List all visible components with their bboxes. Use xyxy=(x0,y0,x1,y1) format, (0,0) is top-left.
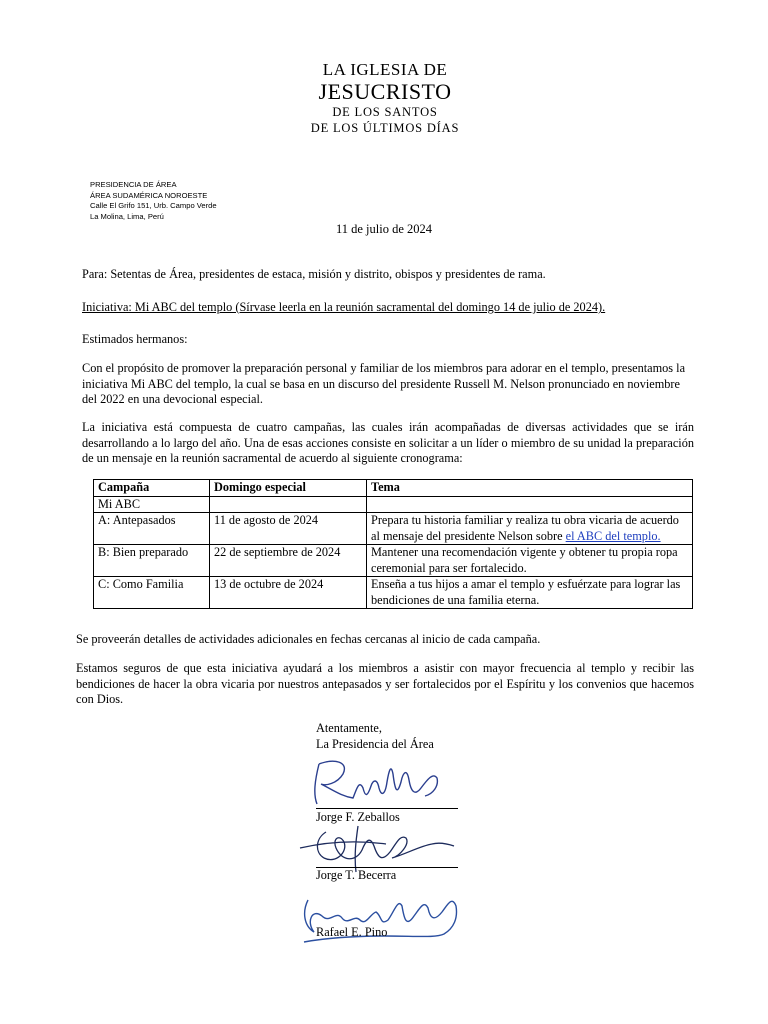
paragraph-purpose: Con el propósito de promover la preparación personal y familiar de los miembros para adorar en el templo, presentamos la iniciativa Mi ABC del templo, la cual se basa en un discurso del presidente Russell M. Nelson pronunciado en noviembre del 2022 en una devocional especial. xyxy=(82,361,686,406)
date-cell: 13 de octubre de 2024 xyxy=(210,577,367,609)
campaign-cell: B: Bien preparado xyxy=(94,545,210,577)
church-logo xyxy=(300,60,470,136)
sender-line-1: PRESIDENCIA DE ÁREA xyxy=(90,180,177,189)
signature-zeballos xyxy=(305,752,455,812)
empty-cell xyxy=(210,496,367,513)
date-cell: 22 de septiembre de 2024 xyxy=(210,545,367,577)
logo-line-4: DE LOS ÚLTIMOS DÍAS xyxy=(310,121,460,135)
table-header-row xyxy=(94,480,693,497)
letter-date: 11 de julio de 2024 xyxy=(335,222,433,236)
recipients: Para: Setentas de Área, presidentes de estaca, misión y distrito, obispos y presidentes de rama. xyxy=(82,267,546,281)
subheader-cell: Mi ABC xyxy=(94,496,210,513)
table-subheader-row xyxy=(94,496,693,513)
table-row xyxy=(94,577,693,609)
empty-cell xyxy=(367,496,693,513)
signatory-name: Rafael E. Pino xyxy=(316,925,388,939)
sender-line-4: La Molina, Lima, Perú xyxy=(90,211,164,221)
signatory-name: Jorge T. Becerra xyxy=(316,868,397,882)
header-theme: Tema xyxy=(367,480,693,497)
logo-line-2: JESUCRISTO xyxy=(318,79,452,104)
closing-salutation xyxy=(316,721,434,752)
signature-line xyxy=(316,808,458,809)
sender-address xyxy=(90,180,217,222)
table-row xyxy=(94,513,693,545)
theme-cell xyxy=(367,513,693,545)
paragraph-details: Se proveerán detalles de actividades adicionales en fechas cercanas al inicio de cada campaña. xyxy=(76,632,541,646)
closing-line-2: La Presidencia del Área xyxy=(316,736,434,751)
campaign-cell: A: Antepasados xyxy=(94,513,210,545)
initiative-subject: Iniciativa: Mi ABC del templo (Sírvase leerla en la reunión sacramental del domingo 14 de julio de 2024). xyxy=(82,300,606,314)
table-row xyxy=(94,545,693,577)
sender-line-3: Calle El Grifo 151, Urb. Campo Verde xyxy=(90,201,217,210)
logo-line-1: LA IGLESIA DE xyxy=(322,60,448,79)
logo-line-3: DE LOS SANTOS xyxy=(332,105,438,119)
greeting: Estimados hermanos: xyxy=(82,332,188,346)
theme-text: Prepara tu historia familiar y realiza tu obra vicaria de acuerdo al mensaje del presidente Nelson sobre xyxy=(371,513,679,543)
abc-templo-link[interactable]: el ABC del templo. xyxy=(565,528,661,543)
schedule-table xyxy=(93,479,693,609)
theme-cell: Enseña a tus hijos a amar el templo y esfuérzate para lograr las bendiciones de una familia eterna. xyxy=(367,577,693,609)
date-cell: 11 de agosto de 2024 xyxy=(210,513,367,545)
campaign-cell: C: Como Familia xyxy=(94,577,210,609)
sender-line-2: ÁREA SUDAMÉRICA NOROESTE xyxy=(90,190,208,200)
closing-line-1: Atentamente, xyxy=(316,721,382,735)
header-campaign: Campaña xyxy=(94,480,210,497)
header-special-sunday: Domingo especial xyxy=(210,480,367,497)
paragraph-closing: Estamos seguros de que esta iniciativa ayudará a los miembros a asistir con mayor frecuencia al templo y recibir las bendiciones de hacer la obra vicaria por nuestros antepasados y ser fortalecidos por el Espíritu y los convenios que hacemos con Dios. xyxy=(76,661,694,706)
signatory-name: Jorge F. Zeballos xyxy=(316,810,400,824)
paragraph-campaigns: La iniciativa está compuesta de cuatro campañas, las cuales irán acompañadas de diversas actividades que se irán desarrollando a lo largo del año. Una de esas acciones consiste en solicitar a un líder o miembro de su unidad la preparación de un mensaje en la reunión sacramental de acuerdo al siguiente cronograma: xyxy=(82,420,694,465)
theme-cell: Mantener una recomendación vigente y obtener tu propia ropa ceremonial para ser fortalecido. xyxy=(367,545,693,577)
